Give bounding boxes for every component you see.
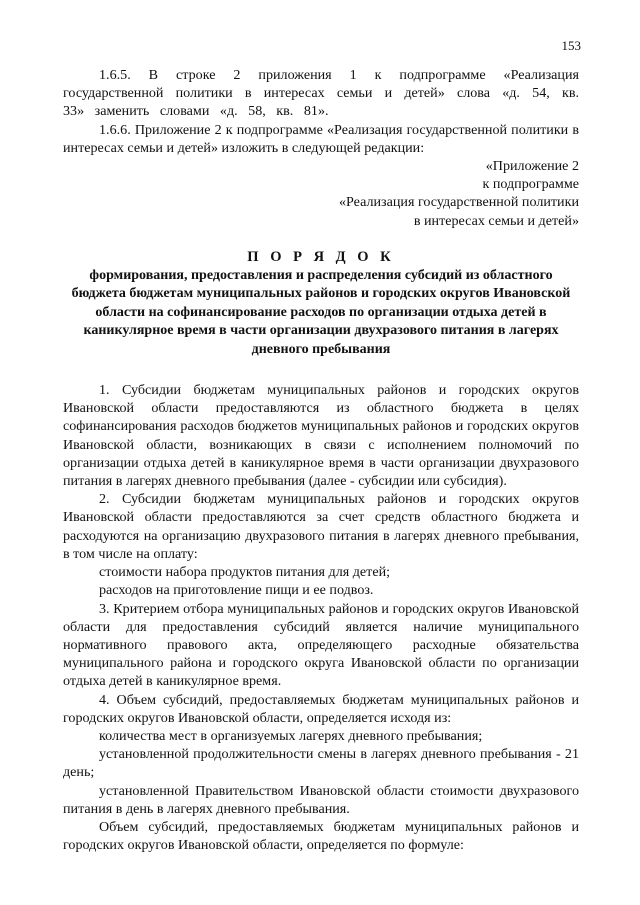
body-paragraph: 4. Объем субсидий, предоставляемых бюджетам муниципальных районов и городских округов Ивановской области, определяется исходя из: bbox=[63, 691, 579, 726]
page-number: 153 bbox=[561, 38, 581, 53]
page-content bbox=[63, 66, 579, 854]
appendix-header-line: к подпрограмме bbox=[482, 176, 579, 193]
body-paragraph: установленной продолжительности смены в лагерях дневного пребывания - 21 день; bbox=[63, 746, 579, 781]
body-paragraph: Объем субсидий, предоставляемых бюджетам муниципальных районов и городских округов Ивановской области, определяется по формуле: bbox=[63, 818, 579, 854]
document-title: П О Р Я Д О К bbox=[247, 248, 395, 265]
paragraph-1-6-5: 1.6.5. В строке 2 приложения 1 к подпрограмме «Реализация государственной политики в интересах семьи и детей» слова «д. 54, кв. 33» заменить словами «д. 58, кв. 81». bbox=[63, 67, 579, 120]
appendix-header bbox=[63, 157, 579, 230]
document-subtitle: формирования, предоставления и распределения субсидий из областного бюджета бюджетам муниципальных районов и городских округов Ивановской области на софинансирование расходов по организации отдыха детей в каникулярное время в части организации двухразового питания в лагерях дневного пребывания bbox=[71, 268, 571, 357]
body-paragraph: установленной Правительством Ивановской области стоимости двухразового питания в день в лагерях дневного пребывания. bbox=[63, 782, 579, 817]
appendix-header-line: в интересах семьи и детей» bbox=[413, 212, 579, 229]
body-paragraph: 3. Критерием отбора муниципальных районов и городских округов Ивановской области для предоставления субсидий является наличие муниципального нормативного правового акта, определяющего расходные обязательства муниципального района и городского округа Ивановской области по организации отдыха детей в каникулярное время. bbox=[63, 600, 579, 690]
body-paragraph: 1. Субсидии бюджетам муниципальных районов и городских округов Ивановской области предоставляются из областного бюджета в целях софинансирования расходов бюджетов муниципальных районов и городских округов Ивановской области, возникающих в связи с исполнением полномочий по организации отдыха детей в каникулярное время в части организации двухразового питания в лагерях дневного пребывания (далее - субсидии или субсидия). bbox=[63, 382, 579, 490]
paragraph-1-6-6: 1.6.6. Приложение 2 к подпрограмме «Реализация государственной политики в интересах семьи и детей» изложить в следующей редакции: bbox=[63, 121, 579, 156]
body-paragraph: 2. Субсидии бюджетам муниципальных районов и городских округов Ивановской области предоставляются за счет средств областного бюджета и расходуются на организацию двухразового питания в лагерях дневного пребывания, в том числе на оплату: bbox=[63, 491, 579, 562]
appendix-header-line: «Реализация государственной политики bbox=[338, 194, 579, 211]
body-paragraph: расходов на приготовление пищи и ее подвоз. bbox=[99, 582, 374, 599]
body-paragraph: количества мест в организуемых лагерях дневного пребывания; bbox=[99, 727, 483, 744]
body-paragraph: стоимости набора продуктов питания для детей; bbox=[99, 564, 391, 581]
appendix-header-line: «Приложение 2 bbox=[485, 158, 579, 175]
